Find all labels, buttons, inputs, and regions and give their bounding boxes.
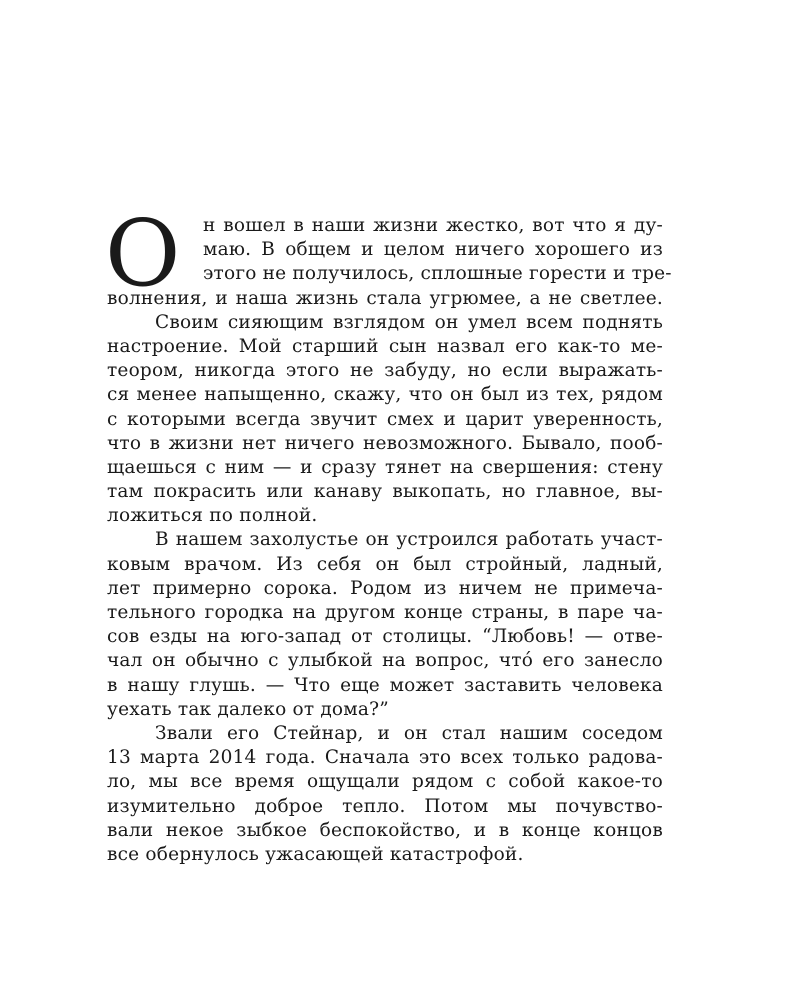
text-line: ложиться по полной. [107, 505, 318, 527]
text-line: все обернулось ужасающей катастрофой. [107, 843, 524, 865]
text-block [105, 200, 672, 867]
text-line: ся менее напыщенно, скажу, что он был из тех, рядом [107, 384, 663, 406]
text-line: тельного городка на другом конце страны, в паре ча- [107, 602, 663, 623]
text-line: лет примерно сорока. Родом из ничем не примеча- [107, 577, 663, 599]
text-line: уехать так далеко от дома?” [107, 698, 389, 720]
text-line: ло, мы все время ощущали рядом с собой какое-то [107, 771, 663, 793]
text-line: этого не получилось, сплошные горести и тре- [203, 263, 672, 285]
text-line: вали некое зыбкое беспокойство, и в конце концов [107, 819, 663, 841]
text-line: 13 марта 2014 года. Сначала это всех только радова- [107, 747, 663, 769]
text-line: там покрасить или канаву выкопать, но главное, вы- [107, 481, 663, 503]
text-line: чал он обычно с улыбкой на вопрос, что́ его занесло [107, 650, 663, 672]
text-line: В нашем захолустье он устроился работать участ- [155, 529, 663, 551]
paragraph-2 [107, 311, 663, 529]
text-line: что в жизни нет ничего невозможного. Бывало, пооб- [107, 432, 663, 454]
text-line: изумительно доброе тепло. Потом мы почувство- [107, 795, 663, 817]
text-line: настроение. Мой старший сын назвал его как-то ме- [107, 335, 663, 357]
text-line: с которыми всегда звучит смех и царит уверенность, [107, 408, 663, 430]
text-line: теором, никогда этого не забуду, но если выражать- [107, 360, 663, 382]
text-line: щаешься с ним — и сразу тянет на свершения: стену [107, 456, 663, 478]
text-line: н вошел в наши жизни жестко, вот что я ду- [203, 215, 663, 236]
text-line: в нашу глушь. — Что еще может заставить человека [107, 674, 663, 696]
text-line: Звали его Стейнар, и он стал нашим соседом [155, 722, 663, 744]
paragraph-3 [107, 528, 663, 722]
paragraph-4 [107, 722, 663, 867]
text-line: сов езды на юго-запад от столицы. “Любовь! — отве- [107, 626, 663, 648]
text-line: Своим сияющим взглядом он умел всем поднять [155, 311, 663, 333]
paragraph-1 [105, 200, 672, 311]
text-line: ковым врачом. Из себя он был стройный, ладный, [107, 553, 663, 575]
text-line: маю. В общем и целом ничего хорошего из [203, 239, 663, 261]
text-line: волнения, и наша жизнь стала угрюмее, а не светлее. [107, 287, 663, 309]
drop-cap: О [105, 200, 181, 307]
